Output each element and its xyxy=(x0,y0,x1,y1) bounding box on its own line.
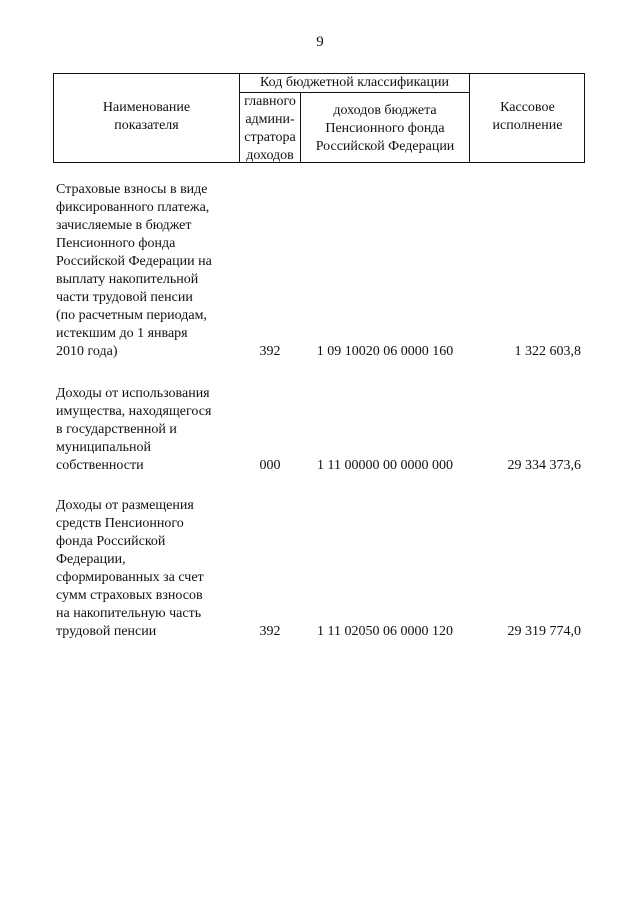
row-name: Доходы от использования имущества, находящегося в государственной и муниципальной собственности xyxy=(56,386,212,473)
table-header xyxy=(53,73,585,163)
row-amount: 1 322 603,8 xyxy=(514,344,581,359)
row-admin-code: 392 xyxy=(259,624,281,639)
row-name: Доходы от размещения средств Пенсионного фонда Российской Федерации, сформированных за счет сумм страховых взносов на накопительную часть трудовой пенсии xyxy=(56,498,204,639)
header-border-bottom xyxy=(53,162,585,163)
row-amount: 29 319 774,0 xyxy=(507,624,581,639)
row-amount: 29 334 373,6 xyxy=(507,458,581,473)
header-name: Наименование показателя xyxy=(102,100,191,133)
header-amount: Кассовое исполнение xyxy=(492,100,563,133)
row-name: Страховые взносы в виде фиксированного платежа, зачисляемые в бюджет Пенсионного фонда Российской Федерации на выплату накопительной части трудовой пенсии (по расчетным периодам, истекшим до 1 января 2010 года) xyxy=(56,182,212,359)
row-income-code: 1 11 00000 00 0000 000 xyxy=(317,458,453,473)
row-admin-code: 392 xyxy=(259,344,281,359)
page-number: 9 xyxy=(316,34,324,50)
header-income-code: доходов бюджета Пенсионного фонда Российской Федерации xyxy=(315,103,455,154)
header-code-group: Код бюджетной классификации xyxy=(260,75,449,90)
row-admin-code: 000 xyxy=(259,458,281,473)
row-income-code: 1 11 02050 06 0000 120 xyxy=(317,624,453,639)
header-admin: главного админи- стратора доходов xyxy=(244,94,296,163)
row-income-code: 1 09 10020 06 0000 160 xyxy=(316,344,454,359)
